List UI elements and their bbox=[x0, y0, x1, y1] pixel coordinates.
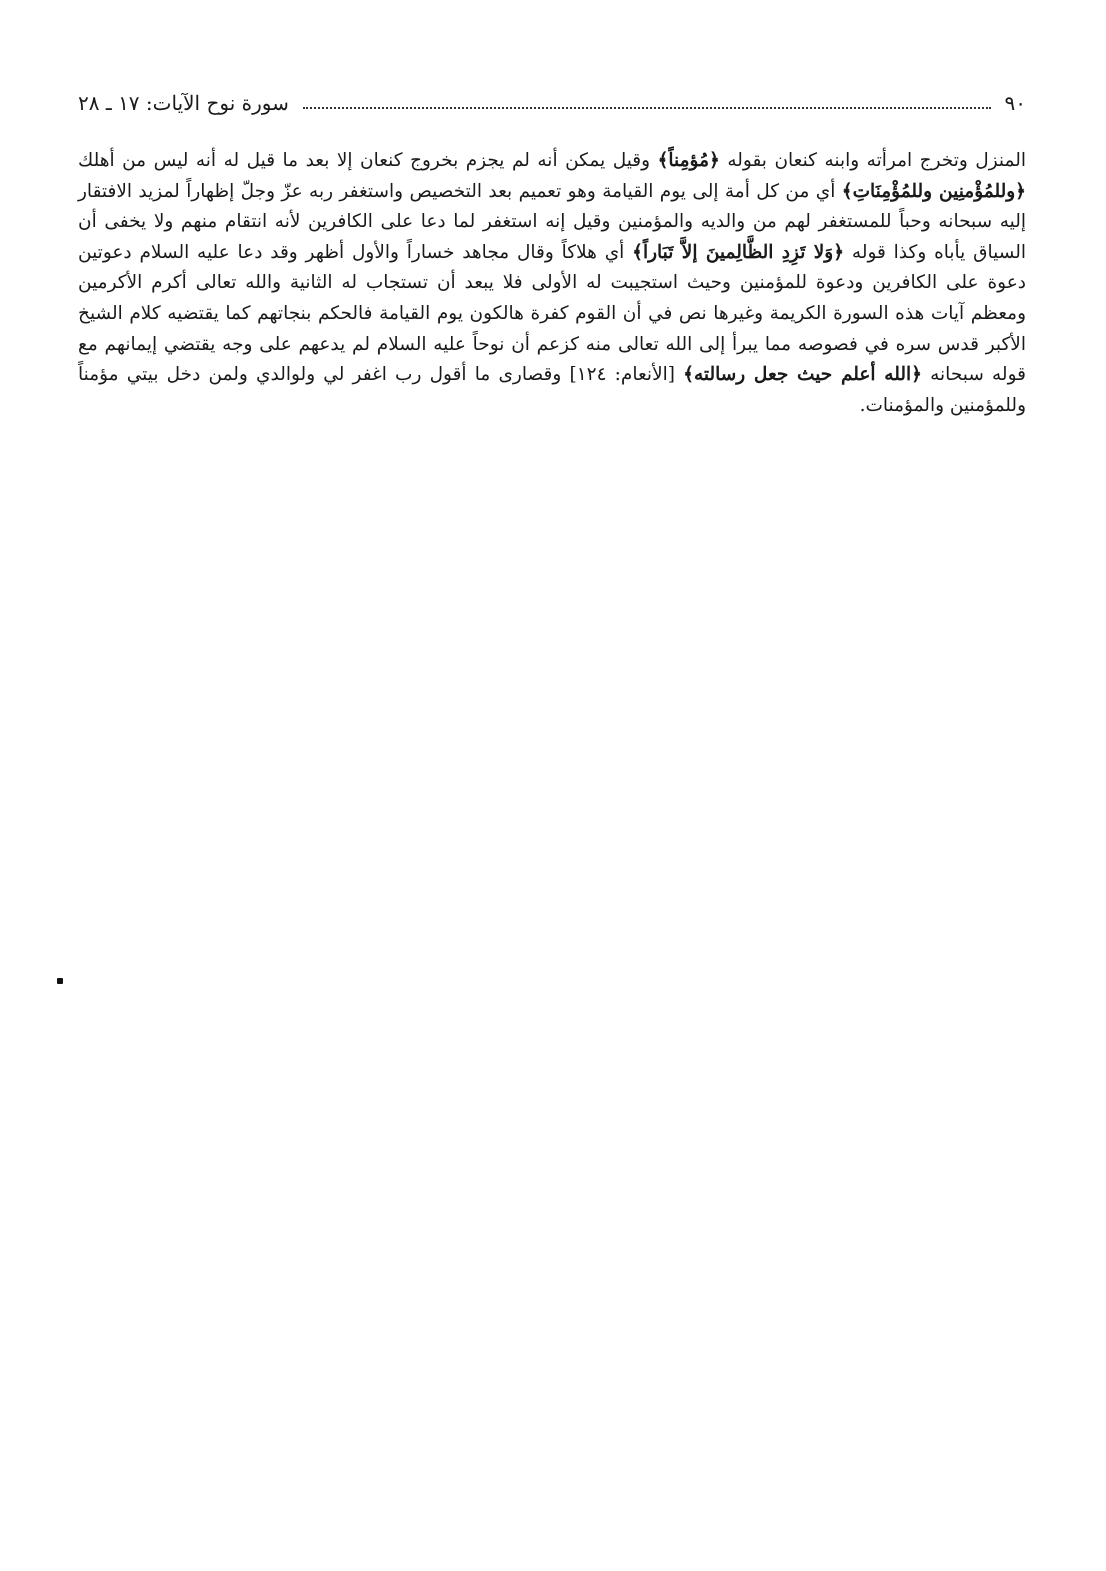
commentary-paragraph bbox=[78, 146, 1026, 421]
page-number: ٩٠ bbox=[1004, 91, 1026, 115]
surah-title: سورة نوح الآيات: ١٧ ـ ٢٨ bbox=[78, 91, 289, 115]
quran-verse: ﴿وَلا تَزِدِ الظَّالِمينَ إلاَّ تَبَاراً﴾ bbox=[632, 241, 845, 263]
quran-verse: ﴿مُؤمِناً﴾ bbox=[657, 150, 720, 171]
text-run: وقيل يمكن أنه لم يجزم بخروج كنعان إلا بعد ما قيل له أنه ليس من أهلك bbox=[78, 150, 658, 171]
text-run: أي من كل أمة إلى يوم القيامة وهو تعميم بعد التخصيص واستغفر ربه عزّ وجلّ إظهاراً لمزيد الافتقار إليه سبحانه وحباً للمستغفر لهم من والديه والمؤمنين وقيل إنه استغفر لما دعا على الكافرين لأنه انتقام منهم ولا يخفى أن السياق يأباه وكذا قوله bbox=[78, 180, 1026, 263]
quran-verse: ﴿وللمُؤْمنِين وللمُؤْمِنَاتِ﴾ bbox=[841, 180, 1026, 202]
scan-speck bbox=[57, 978, 63, 984]
text-run: [الأنعام: ١٢٤] وقصارى ما أقول رب اغفر لي ولوالدي ولمن دخل بيتي مؤمناً وللمؤمنين والمؤمنات. bbox=[78, 364, 1026, 416]
text-run: المنزل وتخرج امرأته وابنه كنعان بقوله bbox=[719, 150, 1026, 171]
dotted-leader bbox=[303, 107, 991, 109]
text-run: أي هلاكاً وقال مجاهد خساراً والأول أظهر وقد دعا عليه السلام دعوتين دعوة على الكافرين ودعوة للمؤمنين وحيث استجيبت له الأولى فلا يبعد أن تستجاب له الثانية والله تعالى أكرم الأكرمين ومعظم آيات هذه السورة الكريمة وغيرها نص في أن القوم كفرة هالكون يوم القيامة فالحكم بنجاتهم كما يقتضيه كلام الشيخ الأكبر قدس سره في فصوصه مما يبرأ إلى الله تعالى منه كزعم أن نوحاً عليه السلام لم يدعهم على وجه يقتضي إيمانهم مع قوله سبحانه bbox=[78, 241, 1026, 386]
quran-verse: ﴿الله أعلم حيث جعل رسالته﴾ bbox=[683, 364, 922, 386]
running-header bbox=[78, 82, 1026, 116]
